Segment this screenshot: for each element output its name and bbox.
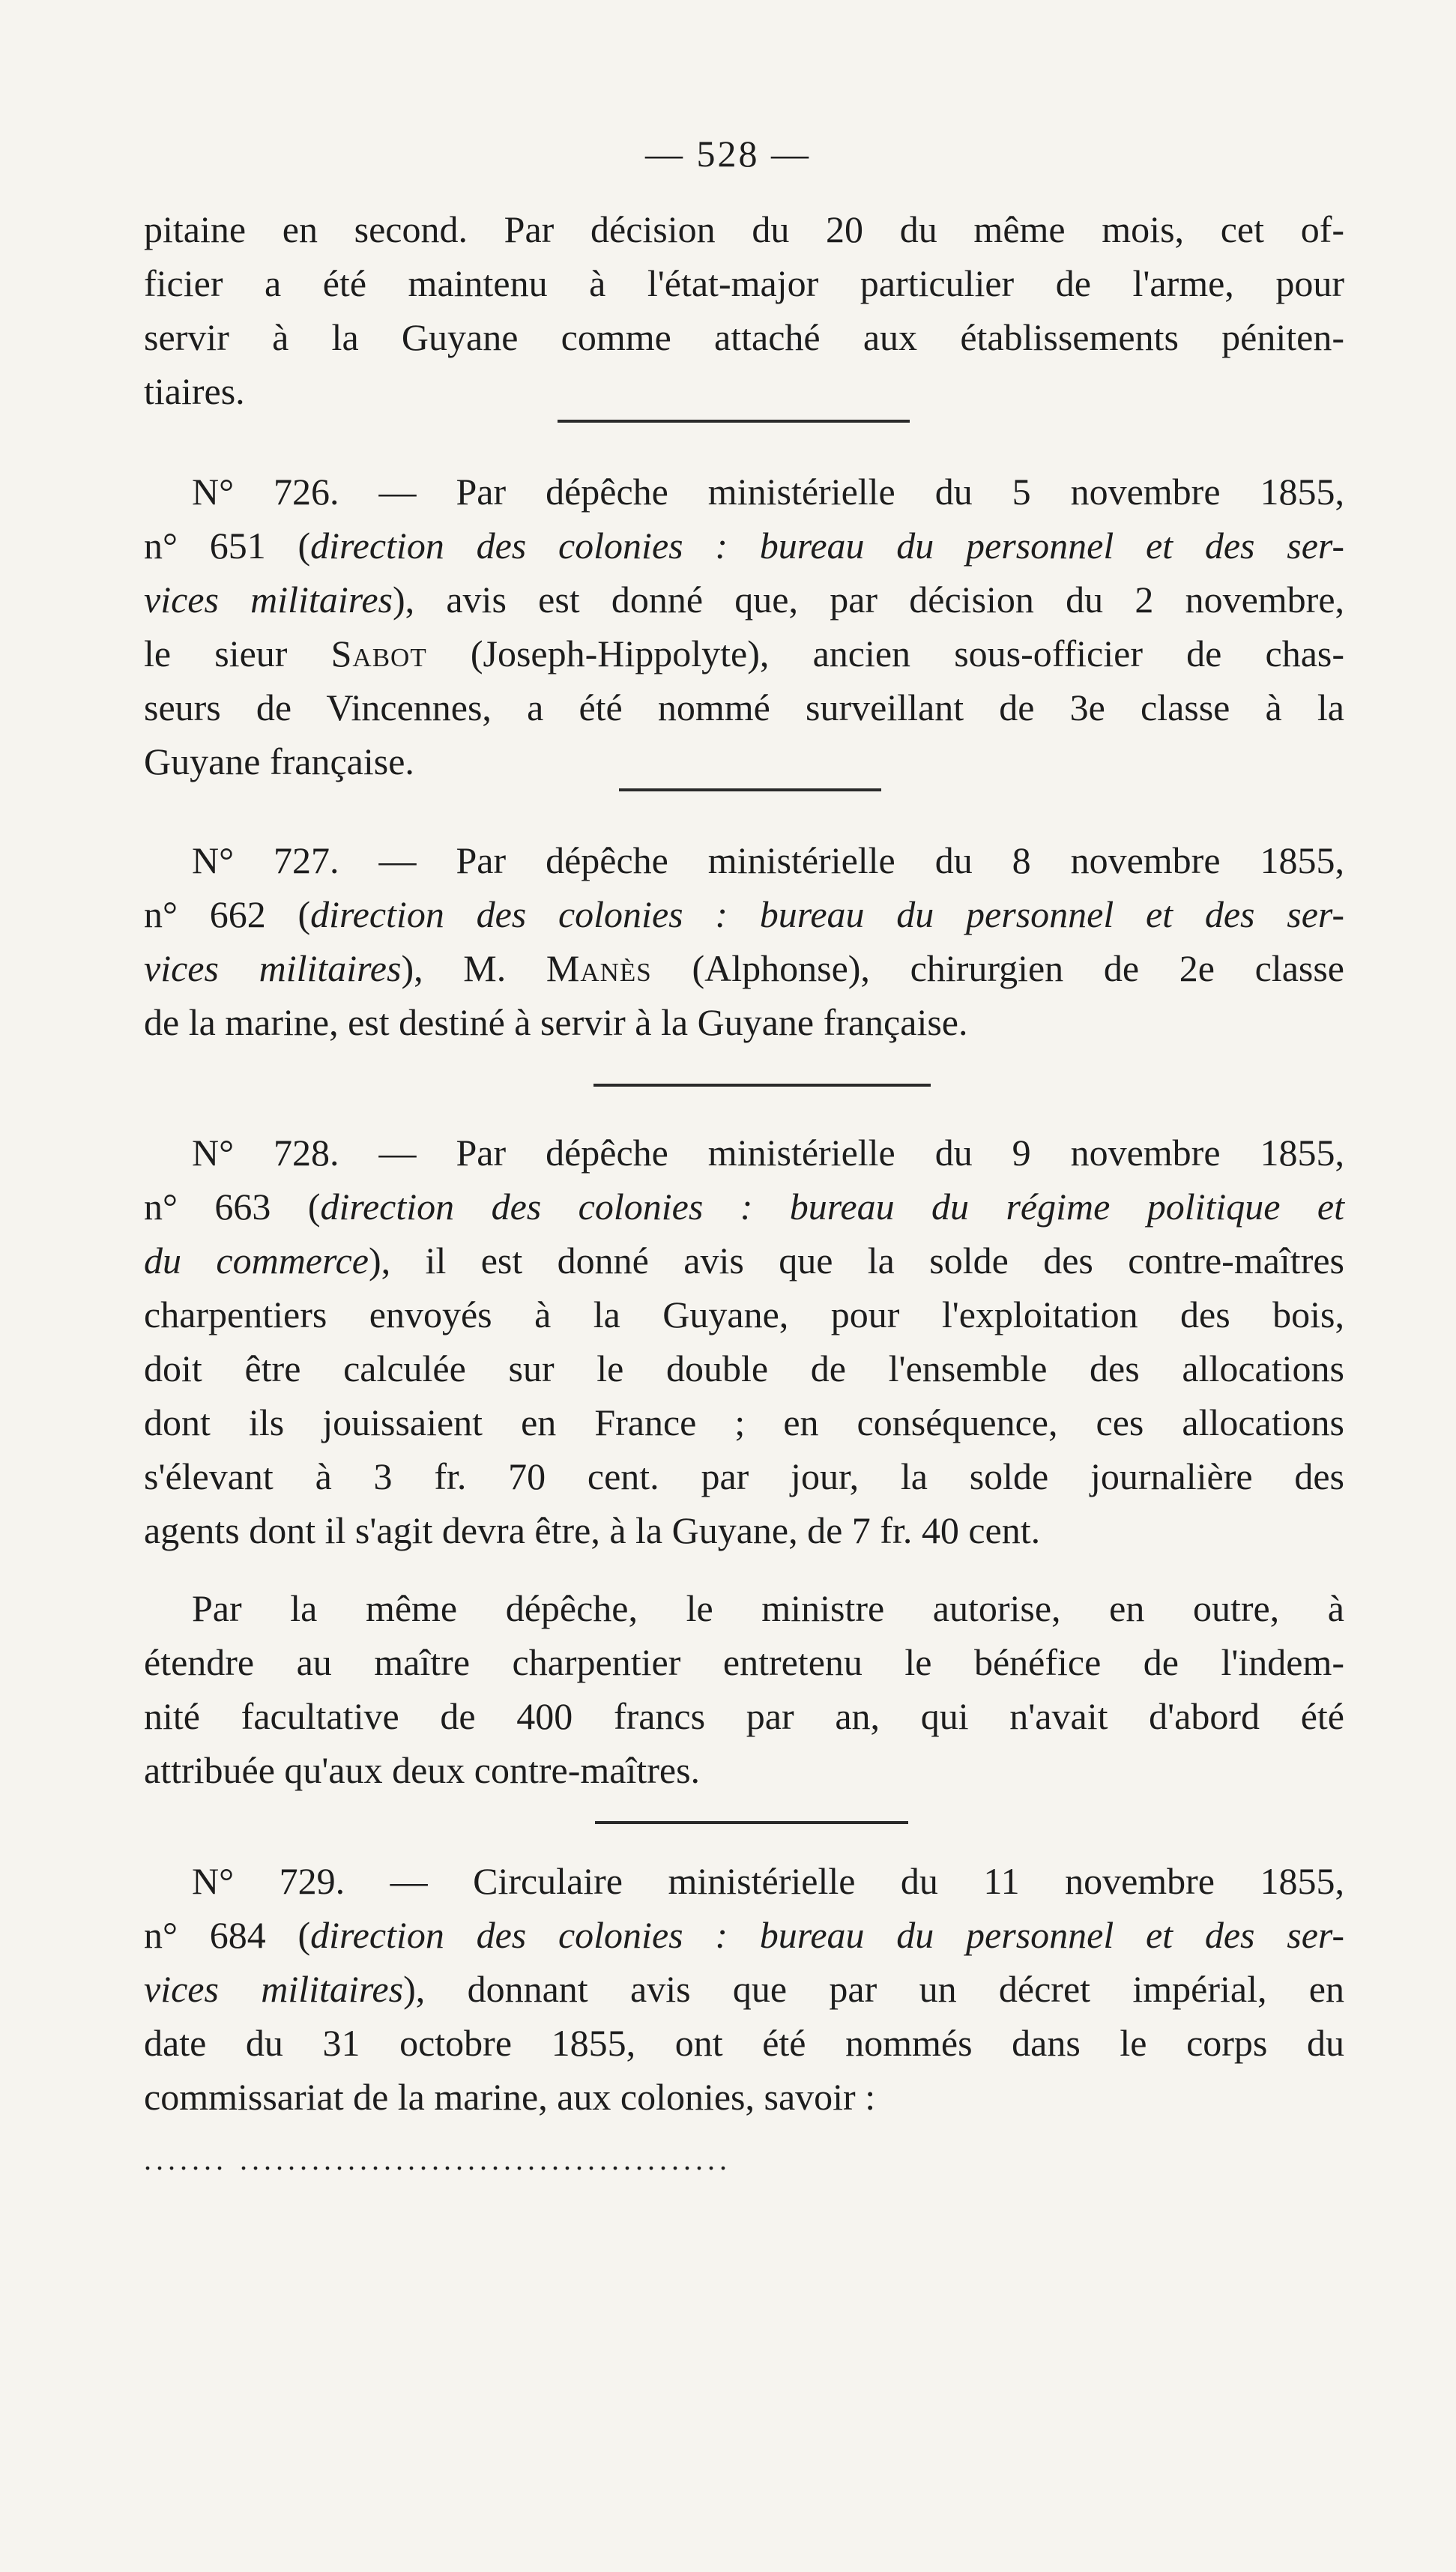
text-line: Par la même dépêche, le ministre autorise, en outre, à bbox=[192, 1587, 1344, 1629]
text-line: agents dont il s'agit devra être, à la Guyane, de 7 fr. 40 cent. bbox=[144, 1509, 1041, 1551]
text-line: N° 728. — Par dépêche ministérielle du 9 novembre 1855, bbox=[192, 1132, 1344, 1174]
text-span: (Joseph-Hippolyte), ancien sous-officier de chas- bbox=[426, 633, 1344, 674]
dotted-leader: ....... ......................................... bbox=[144, 2143, 731, 2176]
text-line: doit être calculée sur le double de l'ensemble des allocations bbox=[144, 1347, 1344, 1389]
text-span: ), M. bbox=[401, 947, 546, 989]
text-span: n° 663 ( bbox=[144, 1186, 321, 1228]
text-line: seurs de Vincennes, a été nommé surveillant de 3e classe à la bbox=[144, 686, 1344, 728]
italic-span: direction des colonies : bureau du personnel et des ser- bbox=[310, 525, 1344, 567]
person-name: Manès bbox=[546, 947, 652, 989]
text-line: dont ils jouissaient en France ; en conséquence, ces allocations bbox=[144, 1401, 1344, 1443]
entry-726 bbox=[144, 465, 1344, 788]
italic-span: direction des colonies : bureau du personnel et des ser- bbox=[310, 893, 1344, 935]
text-line: charpentiers envoyés à la Guyane, pour l'exploitation des bois, bbox=[144, 1293, 1344, 1335]
text-span: n° 651 ( bbox=[144, 525, 311, 567]
text-line: de la marine, est destiné à servir à la Guyane française. bbox=[144, 1001, 968, 1043]
paragraph-continuation bbox=[144, 202, 1344, 418]
text-line: N° 729. — Circulaire ministérielle du 11 novembre 1855, bbox=[192, 1860, 1344, 1902]
text-line bbox=[144, 519, 1344, 573]
text-line bbox=[144, 627, 1344, 680]
text-span: n° 662 ( bbox=[144, 893, 311, 935]
text-line bbox=[144, 941, 1344, 995]
italic-span: direction des colonies : bureau du personnel et des ser- bbox=[310, 1914, 1344, 1956]
text-span: le sieur bbox=[144, 633, 331, 674]
italic-span: du commerce bbox=[144, 1240, 369, 1282]
entry-729 bbox=[144, 1854, 1344, 2124]
text-line: étendre au maître charpentier entretenu le bénéfice de l'indem- bbox=[144, 1641, 1344, 1683]
text-line: servir à la Guyane comme attaché aux établissements péniten- bbox=[144, 316, 1344, 358]
text-line: s'élevant à 3 fr. 70 cent. par jour, la solde journalière des bbox=[144, 1455, 1344, 1497]
italic-span: vices militaires bbox=[144, 579, 393, 621]
text-line bbox=[144, 573, 1344, 627]
text-line bbox=[144, 1962, 1344, 2016]
entry-728 bbox=[144, 1126, 1344, 1797]
text-span: n° 684 ( bbox=[144, 1914, 311, 1956]
text-line bbox=[144, 1180, 1344, 1234]
text-line: attribuée qu'aux deux contre-maîtres. bbox=[144, 1749, 701, 1791]
text-span: ), avis est donné que, par décision du 2 novembre, bbox=[392, 579, 1345, 621]
section-divider bbox=[619, 788, 881, 791]
italic-span: vices militaires bbox=[144, 1968, 404, 2010]
text-span: (Alphonse), chirurgien de 2e classe bbox=[651, 947, 1344, 989]
text-line bbox=[144, 887, 1344, 941]
text-line: N° 726. — Par dépêche ministérielle du 5 novembre 1855, bbox=[192, 471, 1344, 513]
italic-span: direction des colonies : bureau du régime politique et bbox=[320, 1186, 1344, 1228]
text-line bbox=[144, 1908, 1344, 1962]
entry-727 bbox=[144, 833, 1344, 1049]
text-line: tiaires. bbox=[144, 370, 245, 412]
text-span: ), donnant avis que par un décret impérial, en bbox=[403, 1968, 1344, 2010]
text-line: Guyane française. bbox=[144, 740, 414, 782]
page-number: — 528 — bbox=[645, 133, 811, 175]
text-line: date du 31 octobre 1855, ont été nommés dans le corps du bbox=[144, 2022, 1344, 2064]
person-name: Sabot bbox=[330, 633, 427, 674]
text-line bbox=[144, 1234, 1344, 1287]
text-line: N° 727. — Par dépêche ministérielle du 8 novembre 1855, bbox=[192, 839, 1344, 881]
section-divider bbox=[558, 420, 910, 423]
text-line: nité facultative de 400 francs par an, qui n'avait d'abord été bbox=[144, 1695, 1344, 1737]
text-line: pitaine en second. Par décision du 20 du même mois, cet of- bbox=[144, 208, 1344, 250]
text-line: commissariat de la marine, aux colonies, savoir : bbox=[144, 2076, 876, 2118]
text-span: ), il est donné avis que la solde des contre-maîtres bbox=[369, 1240, 1344, 1282]
section-divider bbox=[593, 1084, 931, 1087]
text-line: ficier a été maintenu à l'état-major particulier de l'arme, pour bbox=[144, 262, 1344, 304]
section-divider bbox=[595, 1821, 908, 1824]
italic-span: vices militaires bbox=[144, 947, 402, 989]
